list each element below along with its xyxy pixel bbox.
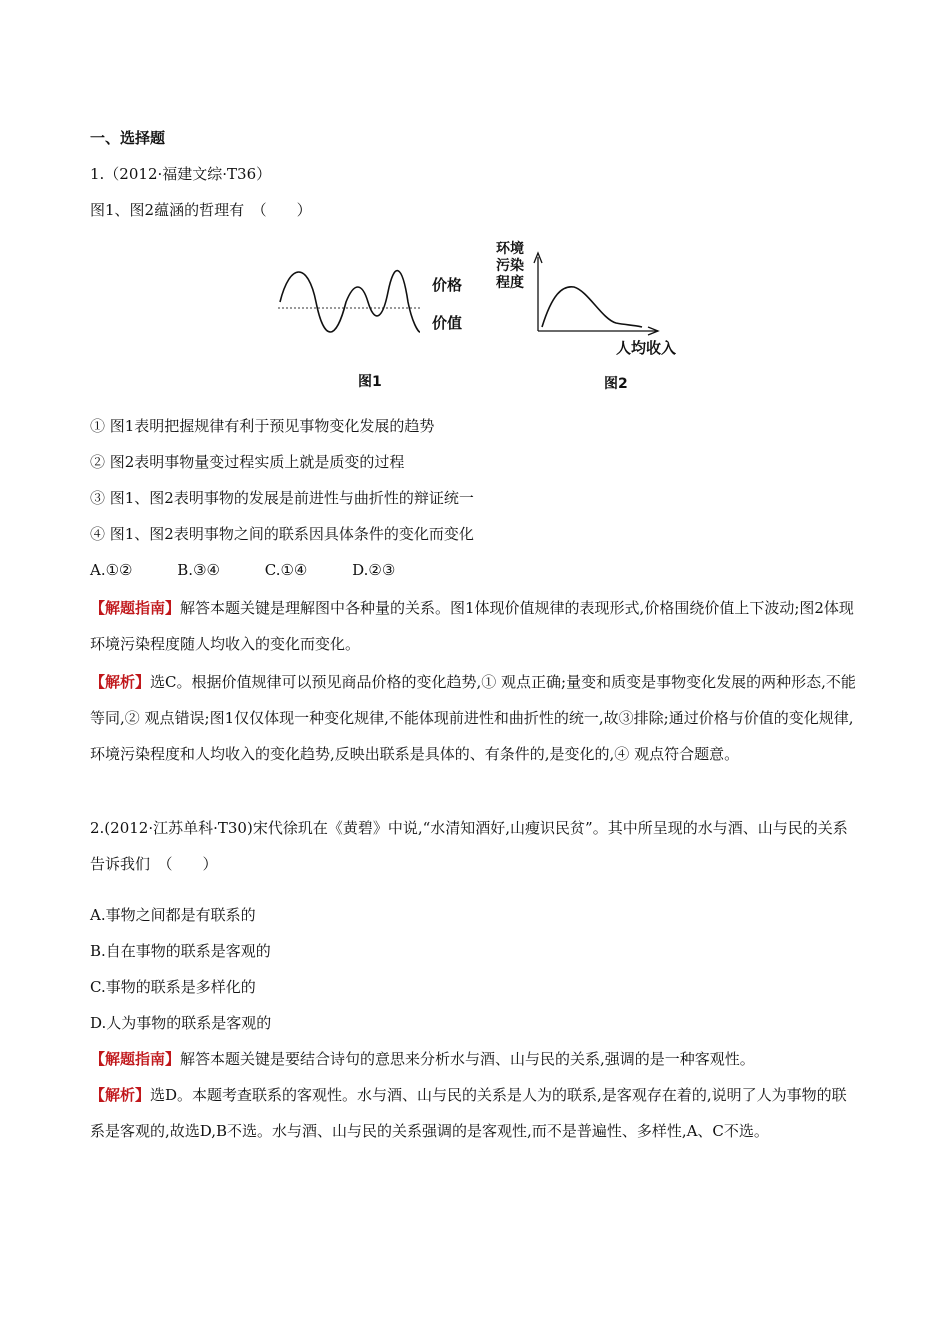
q2-option-d: D.人为事物的联系是客观的 bbox=[90, 1014, 272, 1032]
q1-analysis bbox=[90, 664, 860, 772]
q1-statement-3: ③ 图1、图2表明事物的发展是前进性与曲折性的辩证统一 bbox=[90, 489, 474, 507]
price-curve bbox=[280, 271, 420, 332]
q1-option-a: A.①② bbox=[90, 561, 133, 579]
q1-guide-tag: 【解题指南】 bbox=[90, 599, 181, 617]
fig2-xlabel: 人均收入 bbox=[616, 339, 677, 357]
q1-source: 1.（2012·福建文综·T36） bbox=[90, 165, 272, 183]
figure-2-caption: 图2 bbox=[604, 376, 628, 392]
q2-guide bbox=[90, 1041, 860, 1077]
q2-option-c: C.事物的联系是多样化的 bbox=[90, 978, 256, 996]
q1-options bbox=[90, 560, 435, 580]
q2-analysis-text: 选D。本题考查联系的客观性。水与酒、山与民的关系是人为的联系,是客观存在着的,说明了人为事物的联系是客观的,故选D,B不选。水与酒、山与民的关系强调的是客观性,而不是普遍性、多样性,A、C不选。 bbox=[90, 1086, 847, 1140]
q1-statement-2: ② 图2表明事物量变过程实质上就是质变的过程 bbox=[90, 453, 405, 471]
q2-option-b: B.自在事物的联系是客观的 bbox=[90, 942, 271, 960]
q1-statement-1: ① 图1表明把握规律有利于预见事物变化发展的趋势 bbox=[90, 417, 435, 435]
q1-guide bbox=[90, 590, 860, 662]
section-title: 一、选择题 bbox=[90, 129, 166, 147]
q1-analysis-tag: 【解析】 bbox=[90, 673, 151, 691]
pollution-curve bbox=[542, 287, 642, 327]
fig2-ylabel-3: 程度 bbox=[496, 275, 524, 291]
q2-analysis bbox=[90, 1077, 860, 1149]
q2-stem: 2.(2012·江苏单科·T30)宋代徐玑在《黄碧》中说,“水清知酒好,山瘦识民贫”。其中所呈现的水与酒、山与民的关系告诉我们 （ ） bbox=[90, 819, 848, 873]
label-value: 价值 bbox=[432, 314, 463, 332]
q1-option-d: D.②③ bbox=[352, 561, 396, 579]
label-price: 价格 bbox=[432, 276, 463, 294]
figure-1-caption: 图1 bbox=[358, 374, 382, 390]
q1-analysis-text: 选C。根据价值规律可以预见商品价格的变化趋势,① 观点正确;量变和质变是事物变化发展的两种形态,不能等同,② 观点错误;图1仅仅体现一种变化规律,不能体现前进性和曲折性的统一,故③排除;通过价格与价值的变化规律,环境污染程度和人均收入的变化趋势,反映出联系是具体的、有条件的,是变化的,④ 观点符合题意。 bbox=[90, 673, 856, 763]
q2-analysis-tag: 【解析】 bbox=[90, 1086, 151, 1104]
fig2-ylabel-2: 污染 bbox=[496, 258, 524, 274]
q1-stem: 图1、图2蕴涵的哲理有 （ ） bbox=[90, 201, 312, 219]
q1-option-b: B.③④ bbox=[177, 561, 220, 579]
q1-statement-4: ④ 图1、图2表明事物之间的联系因具体条件的变化而变化 bbox=[90, 525, 474, 543]
q2-option-a: A.事物之间都是有联系的 bbox=[90, 906, 256, 924]
fig2-ylabel-1: 环境 bbox=[496, 241, 524, 257]
q2-guide-tag: 【解题指南】 bbox=[90, 1050, 181, 1068]
q1-option-c: C.①④ bbox=[264, 561, 308, 579]
figure-1 bbox=[270, 262, 480, 392]
q1-guide-text: 解答本题关键是理解图中各种量的关系。图1体现价值规律的表现形式,价格围绕价值上下波动;图2体现环境污染程度随人均收入的变化而变化。 bbox=[90, 599, 854, 653]
q2-guide-text: 解答本题关键是要结合诗句的意思来分析水与酒、山与民的关系,强调的是一种客观性。 bbox=[180, 1050, 755, 1068]
figure-2 bbox=[492, 235, 702, 395]
